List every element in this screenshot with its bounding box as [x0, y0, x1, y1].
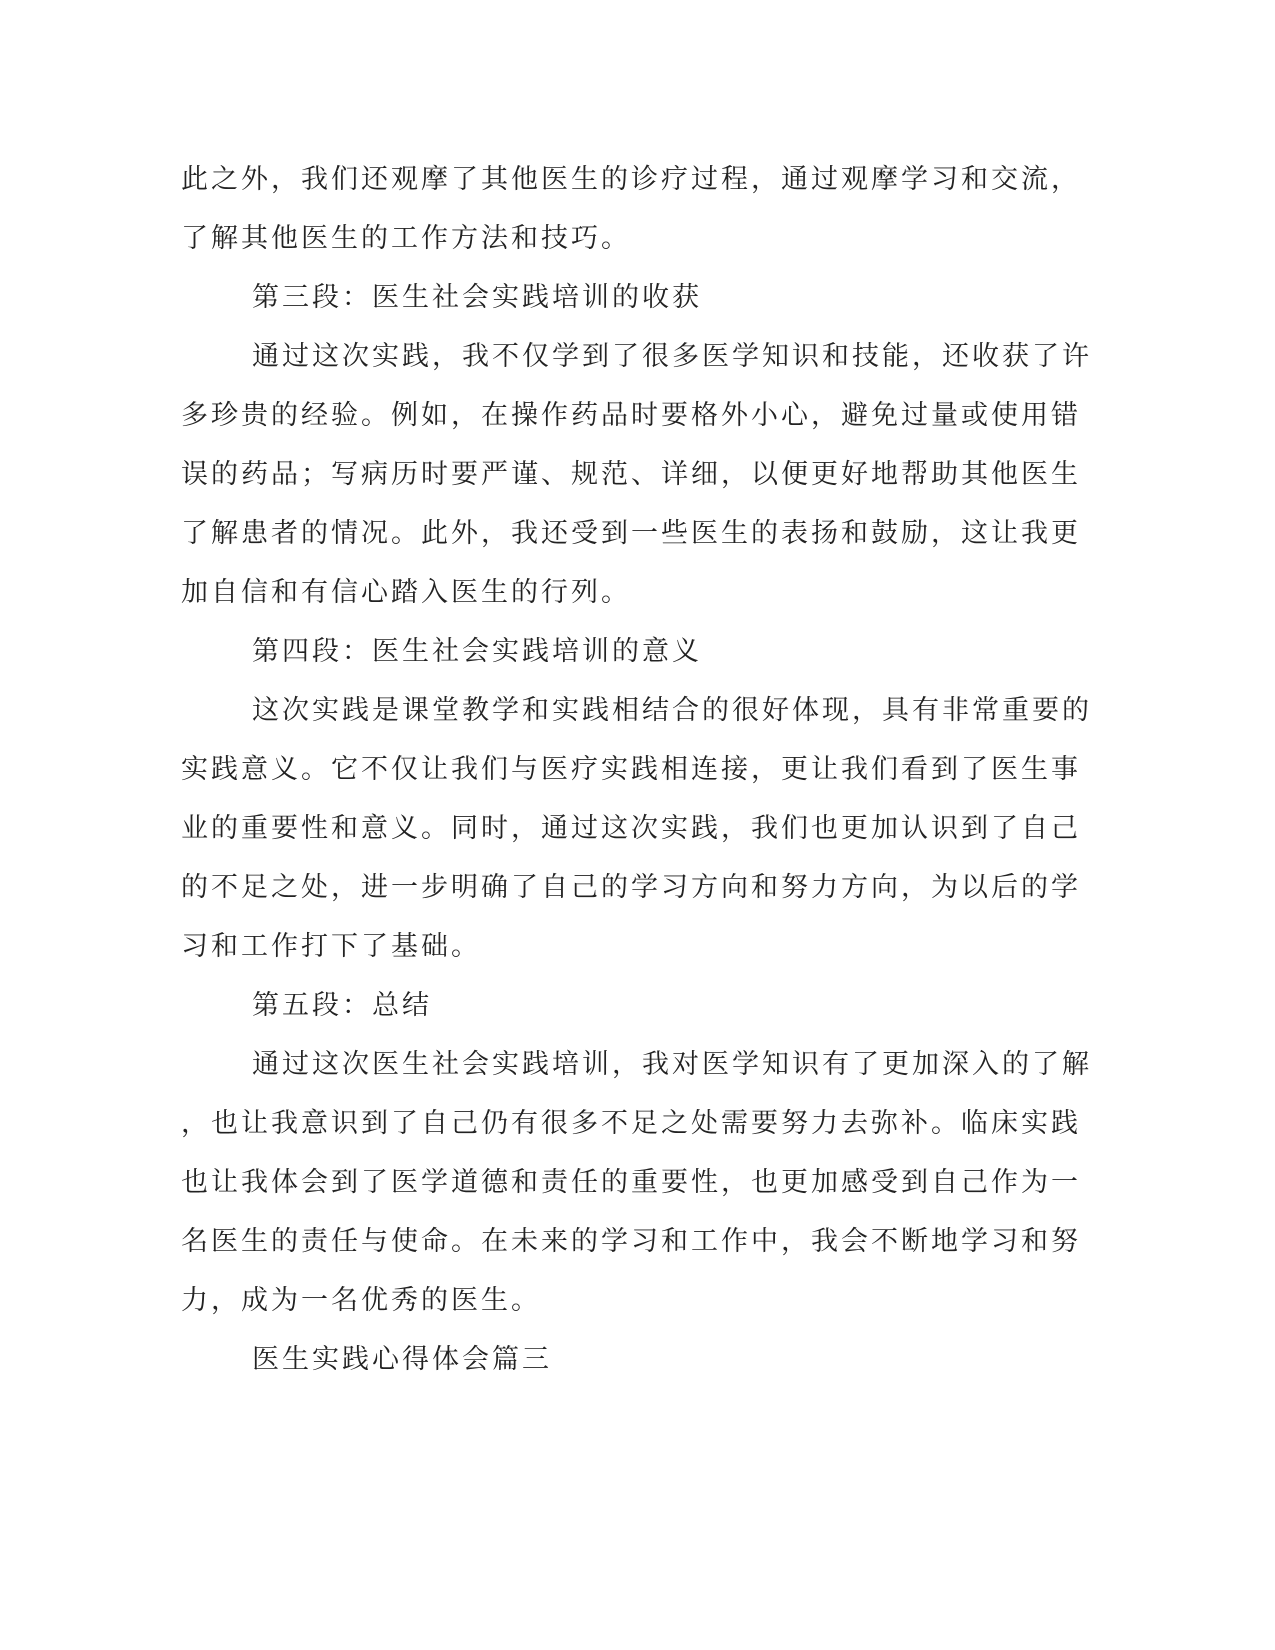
text-line: 多珍贵的经验。例如，在操作药品时要格外小心，避免过量或使用错 — [181, 400, 1081, 431]
text-line: 误的药品；写病历时要严谨、规范、详细，以便更好地帮助其他医生 — [181, 459, 1081, 490]
text-line: 实践意义。它不仅让我们与医疗实践相连接，更让我们看到了医生事 — [181, 754, 1081, 785]
text-line: 了解其他医生的工作方法和技巧。 — [181, 223, 631, 254]
text-line: 的不足之处，进一步明确了自己的学习方向和努力方向，为以后的学 — [181, 872, 1081, 903]
section-heading-5: 第五段：总结 — [252, 990, 432, 1021]
article-title: 医生实践心得体会篇三 — [252, 1344, 552, 1375]
text-line: 加自信和有信心踏入医生的行列。 — [181, 577, 631, 608]
text-line: 业的重要性和意义。同时，通过这次实践，我们也更加认识到了自己 — [181, 813, 1081, 844]
text-line: 也让我体会到了医学道德和责任的重要性，也更加感受到自己作为一 — [181, 1167, 1081, 1198]
section-heading-4: 第四段：医生社会实践培训的意义 — [252, 636, 702, 667]
text-line: 习和工作打下了基础。 — [181, 931, 481, 962]
text-line: 力，成为一名优秀的医生。 — [181, 1285, 541, 1316]
paragraph-start: 通过这次实践，我不仅学到了很多医学知识和技能，还收获了许 — [252, 341, 1092, 372]
text-line: 了解患者的情况。此外，我还受到一些医生的表扬和鼓励，这让我更 — [181, 518, 1081, 549]
text-line: 名医生的责任与使命。在未来的学习和工作中，我会不断地学习和努 — [181, 1226, 1081, 1257]
text-line: ，也让我意识到了自己仍有很多不足之处需要努力去弥补。临床实践 — [181, 1108, 1081, 1139]
paragraph-start: 这次实践是课堂教学和实践相结合的很好体现，具有非常重要的 — [252, 695, 1092, 726]
paragraph-start: 通过这次医生社会实践培训，我对医学知识有了更加深入的了解 — [252, 1049, 1092, 1080]
text-line: 此之外，我们还观摩了其他医生的诊疗过程，通过观摩学习和交流， — [181, 164, 1081, 195]
section-heading-3: 第三段：医生社会实践培训的收获 — [252, 282, 702, 313]
